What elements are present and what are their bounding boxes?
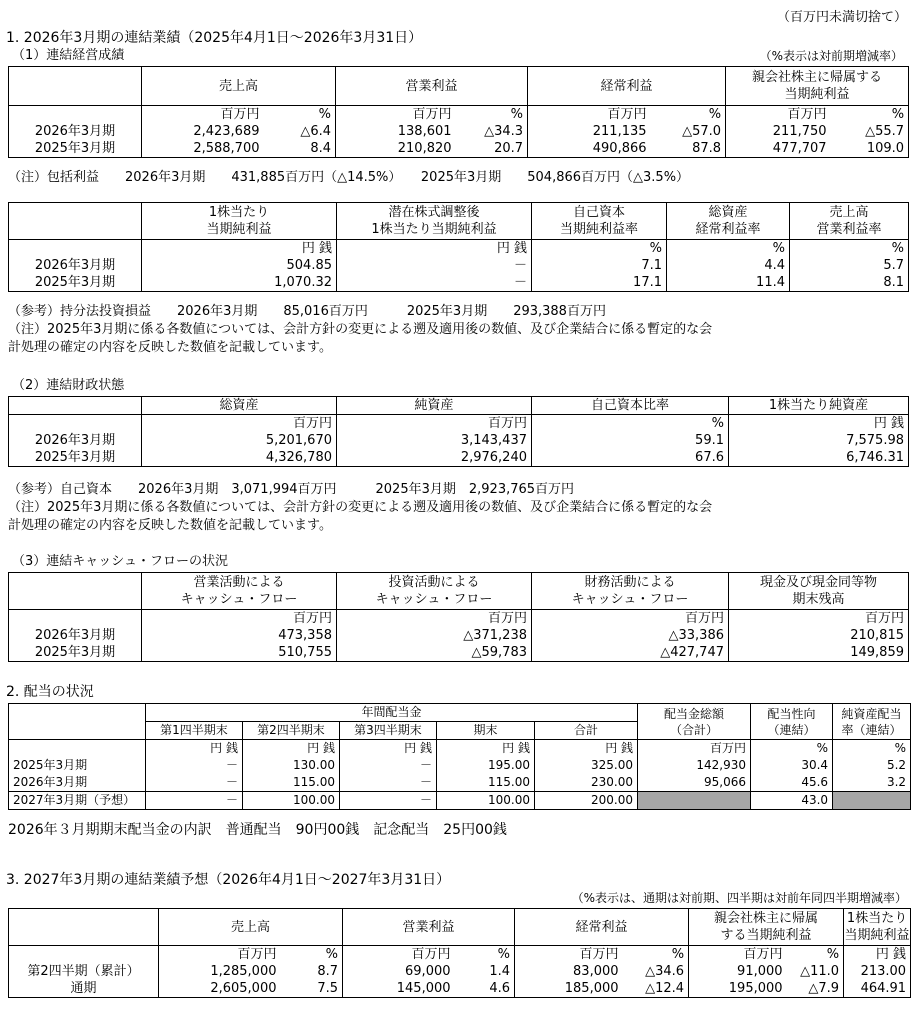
header-total: 合計 [535, 722, 638, 740]
equity-note: （参考）自己資本 2026年3月期 3,071,994百万円 2025年3月期 2,923,765百万円 [8, 482, 575, 497]
header-operating-cf: 営業活動による キャッシュ・フロー [142, 573, 337, 610]
cash-flow-table [8, 572, 909, 662]
unit-note: （百万円未満切捨て） [776, 10, 907, 25]
table-row: 2026年3月期 473,358 △371,238 △33,386 210,815 [9, 627, 909, 644]
header-net-income: 親会社株主に帰属 する当期純利益 [689, 909, 844, 946]
header-q1: 第1四半期末 [146, 722, 243, 740]
header-eps: 1株当たり 当期純利益 [844, 909, 911, 946]
header-eps: 1株当たり 当期純利益 [142, 203, 337, 240]
restatement-note-1: （注）2025年3月期に係る各数値については、会計方針の変更による遡及適用後の数値、及び企業結合に係る暫定的な会 [8, 322, 713, 337]
subsection-1-title: （1）連結経営成績 [12, 48, 125, 63]
table-row: 2025年3月期 － 130.00 － 195.00 325.00 142,930 30.4 5.2 [9, 757, 911, 774]
table-row: 2027年3月期（予想） － 100.00 － 100.00 200.00 43.0 [9, 792, 911, 810]
header-ordinary-income: 経常利益 [528, 67, 726, 106]
units-row: 百万円 % 百万円 % 百万円 % 百万円 % [9, 106, 909, 124]
header-roe: 自己資本 当期純利益率 [532, 203, 667, 240]
forecast-table [8, 908, 911, 998]
header-diluted-eps: 潜在株式調整後 1株当たり当期純利益 [337, 203, 532, 240]
comprehensive-income-note: （注）包括利益 2026年3月期 431,885百万円（△14.5%） 2025年3月期 504,866百万円（△3.5%） [8, 170, 690, 185]
table-row: 2026年3月期 2,423,689 △6.4 138,601 △34.3 211,135 △57.0 211,750 △55.7 [9, 123, 909, 140]
table-row: 2026年3月期 504.85 － 7.1 4.4 5.7 [9, 257, 909, 274]
header-doe: 純資産配当 率（連結） [833, 704, 911, 740]
table-row: 通期 2,605,000 7.5 145,000 4.6 185,000 △12.4 195,000 △7.9 464.91 [9, 980, 911, 998]
header-q3: 第3四半期末 [340, 722, 437, 740]
header-roa: 総資産 経常利益率 [667, 203, 790, 240]
equity-method-note: （参考）持分法投資損益 2026年3月期 85,016百万円 2025年3月期 293,388百万円 [8, 304, 606, 319]
subsection-1-note: （%表示は対前期増減率） [759, 49, 903, 63]
financial-position-table [8, 396, 909, 467]
dividend-table [8, 703, 911, 810]
header-payout-ratio: 配当性向 （連結） [751, 704, 833, 740]
header-year-end: 期末 [437, 722, 535, 740]
units-row: 円 銭 円 銭 円 銭 円 銭 円 銭 百万円 % % [9, 740, 911, 758]
forecast-title: 3. 2027年3月期の連結業績予想（2026年4月1日～2027年3月31日） [6, 872, 451, 888]
table-row: 2026年3月期 － 115.00 － 115.00 230.00 95,066 45.6 3.2 [9, 774, 911, 792]
header-sales: 売上高 [159, 909, 343, 946]
header-operating-margin: 売上高 営業利益率 [790, 203, 909, 240]
header-total-assets: 総資産 [142, 397, 337, 415]
units-row: 百万円 百万円 % 円 銭 [9, 415, 909, 433]
per-share-table [8, 202, 909, 292]
header-net-assets: 純資産 [337, 397, 532, 415]
units-row: 百万円 百万円 百万円 百万円 [9, 610, 909, 628]
units-row: 百万円 % 百万円 % 百万円 % 百万円 % 円 銭 [9, 946, 911, 964]
header-financing-cf: 財務活動による キャッシュ・フロー [532, 573, 729, 610]
header-annual-dividend: 年間配当金 [146, 704, 638, 722]
cash-flow-title: （3）連結キャッシュ・フローの状況 [12, 554, 229, 569]
header-net-income: 親会社株主に帰属する 当期純利益 [726, 67, 909, 106]
restatement-note-4: 計処理の確定の内容を反映した数値を記載しています。 [8, 518, 332, 533]
table-row: 2025年3月期 2,588,700 8.4 210,820 20.7 490,866 87.8 477,707 109.0 [9, 140, 909, 158]
table-row: 第2四半期（累計） 1,285,000 8.7 69,000 1.4 83,000 △34.6 91,000 △11.0 213.00 [9, 963, 911, 980]
units-row: 円 銭 円 銭 % % % [9, 240, 909, 258]
header-dividend-total: 配当金総額 （合計） [638, 704, 751, 740]
dividend-title: 2. 配当の状況 [6, 684, 94, 700]
header-sales: 売上高 [142, 67, 336, 106]
header-investing-cf: 投資活動による キャッシュ・フロー [337, 573, 532, 610]
header-q2: 第2四半期末 [243, 722, 340, 740]
shaded-cell [638, 792, 751, 810]
header-operating-income: 営業利益 [343, 909, 515, 946]
restatement-note-2: 計処理の確定の内容を反映した数値を記載しています。 [8, 340, 332, 355]
table-row: 2025年3月期 510,755 △59,783 △427,747 149,859 [9, 644, 909, 662]
header-ordinary-income: 経常利益 [515, 909, 689, 946]
header-operating-income: 営業利益 [336, 67, 528, 106]
table-row: 2025年3月期 1,070.32 － 17.1 11.4 8.1 [9, 274, 909, 292]
header-equity-ratio: 自己資本比率 [532, 397, 729, 415]
table-row: 2026年3月期 5,201,670 3,143,437 59.1 7,575.98 [9, 432, 909, 449]
table-row: 2025年3月期 4,326,780 2,976,240 67.6 6,746.31 [9, 449, 909, 467]
dividend-breakdown: 2026年３月期期末配当金の内訳 普通配当 90円00銭 記念配当 25円00銭 [8, 822, 507, 838]
header-cash-balance: 現金及び現金同等物 期末残高 [729, 573, 909, 610]
financial-position-title: （2）連結財政状態 [12, 378, 125, 393]
header-bps: 1株当たり純資産 [729, 397, 909, 415]
forecast-note: （%表示は、通期は対前期、四半期は対前年同四半期増減率） [571, 891, 907, 905]
restatement-note-3: （注）2025年3月期に係る各数値については、会計方針の変更による遡及適用後の数値、及び企業結合に係る暫定的な会 [8, 500, 713, 515]
shaded-cell [833, 792, 911, 810]
section-1-title: 1. 2026年3月期の連結業績（2025年4月1日～2026年3月31日） [6, 30, 423, 46]
operating-results-table [8, 66, 909, 158]
